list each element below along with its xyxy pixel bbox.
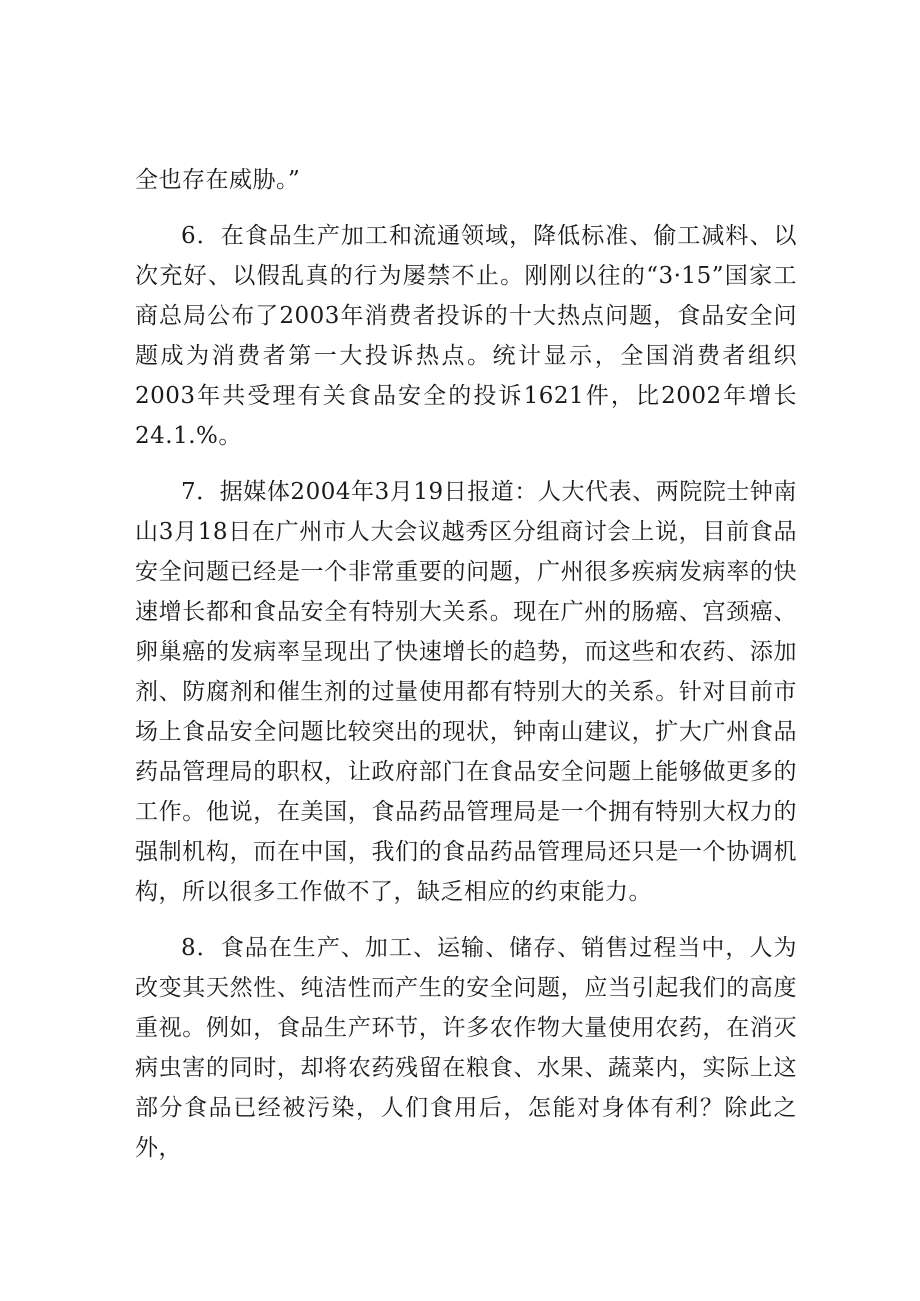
paragraph-continuation: 全也存在威胁。” [135, 167, 301, 193]
document-page [135, 160, 797, 1168]
paragraph-item-8: 8．食品在生产、加工、运输、储存、销售过程当中，人为改变其天然性、纯洁性而产生的安全问题，应当引起我们的高度重视。例如，食品生产环节，许多农作物大量使用农药，在消灭病虫害的同时，却将农药残留在粮食、水果、蔬菜内，实际上这部分食品已经被污染，人们食用后，怎能对身体有利？除此之外， [135, 935, 797, 1161]
paragraph-item-6: 6．在食品生产加工和流通领域，降低标准、偷工减料、以次充好、以假乱真的行为屡禁不止。刚刚以往的“3·15”国家工商总局公布了2003年消费者投诉的十大热点问题，食品安全问题成为消费者第一大投诉热点。统计显示，全国消费者组织2003年共受理有关食品安全的投诉1621件，比2002年增长24.1.%。 [135, 223, 797, 449]
paragraph-item-7: 7．据媒体2004年3月19日报道：人大代表、两院院士钟南山3月18日在广州市人大会议越秀区分组商讨会上说，目前食品安全问题已经是一个非常重要的问题，广州很多疾病发病率的快速增长都和食品安全有特别大关系。现在广州的肠癌、宫颈癌、卵巢癌的发病率呈现出了快速增长的趋势，而这些和农药、添加剂、防腐剂和催生剂的过量使用都有特别大的关系。针对目前市场上食品安全问题比较突出的现状，钟南山建议，扩大广州食品药品管理局的职权，让政府部门在食品安全问题上能够做更多的工作。他说，在美国，食品药品管理局是一个拥有特别大权力的强制机构，而在中国，我们的食品药品管理局还只是一个协调机构，所以很多工作做不了，缺乏相应的约束能力。 [135, 479, 797, 905]
